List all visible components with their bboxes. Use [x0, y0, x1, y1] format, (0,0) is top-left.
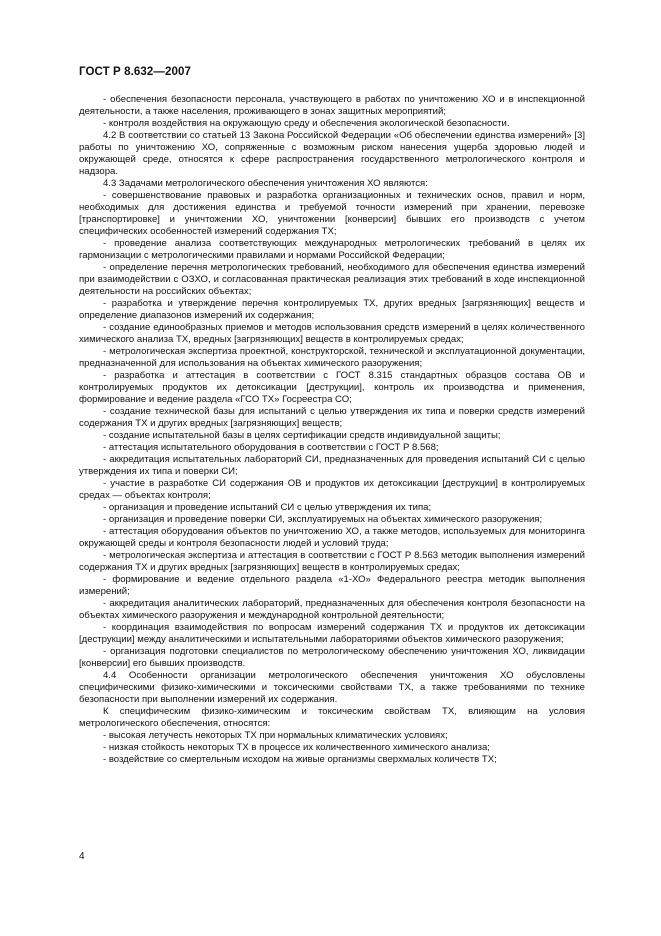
body-text — [79, 94, 585, 766]
paragraph: - участие в разработке СИ содержания ОВ и продуктов их детоксикации [деструкции] в контролируемых средах — объектах контроля; — [79, 478, 585, 501]
paragraph: - создание испытательной базы в целях сертификации средств индивидуальной защиты; — [103, 430, 501, 441]
paragraph: - создание технической базы для испытаний с целью утверждения их типа и поверки средств измерений содержания ТХ и других вредных [загрязняющих] веществ; — [79, 406, 585, 429]
paragraph: - аккредитация аналитических лабораторий, предназначенных для обеспечения контроля безопасности на объектах химического разоружения и международной контрольной деятельности; — [79, 598, 585, 621]
paragraph: - метрологическая экспертиза и аттестация в соответствии с ГОСТ Р 8.563 методик выполнения измерений содержания ТХ и других вредных [загрязняющих] веществ в контролируемых средах; — [79, 550, 585, 573]
paragraph: - аттестация испытательного оборудования в соответствии с ГОСТ Р 8.568; — [103, 442, 439, 453]
paragraph: - обеспечения безопасности персонала, участвующего в работах по уничтожению ХО и в инспекционной деятельности, а также населения, проживающего в зонах защитных мероприятий; — [79, 94, 585, 117]
paragraph: - метрологическая экспертиза проектной, конструкторской, технической и эксплуатационной документации, предназначенной для использования на объектах химического разоружения; — [79, 346, 585, 369]
paragraph: - определение перечня метрологических требований, необходимого для обеспечения единства измерений при взаимодействии с ОЗХО, и согласованная практическая реализация этих требований в ходе инспекционной деятельности на российских объектах; — [79, 262, 585, 297]
paragraph: - совершенствование правовых и разработка организационных и технических основ, правил и норм, необходимых для достижения единства и требуемой точности измерений при хранении, перевозке [транспортировке] и уничтожении ХО, уничтожении [конверсии] бывших его производств с учетом специфических особенностей измерений содержания ТХ; — [79, 190, 585, 237]
paragraph: - низкая стойкость некоторых ТХ в процессе их количественного химического анализа; — [103, 742, 490, 753]
paragraph: - организация и проведение поверки СИ, эксплуатируемых на объектах химического разоружения; — [103, 514, 543, 525]
paragraph: - проведение анализа соответствующих международных метрологических требований в целях их гармонизации с метрологическими правилами и нормами Российской Федерации; — [79, 238, 585, 261]
paragraph: - организация подготовки специалистов по метрологическому обеспечению уничтожения ХО, ликвидации [конверсии] его бывших производств. — [79, 646, 585, 669]
paragraph: - разработка и аттестация в соответствии с ГОСТ 8.315 стандартных образцов состава ОВ и контролируемых продуктов их детоксикации [деструкции], контроль их производства и применения, формирование и ведение раздела «ГСО ТХ» Госреестра СО; — [79, 370, 585, 405]
standard-designation: ГОСТ Р 8.632—2007 — [79, 66, 191, 78]
paragraph: - воздействие со смертельным исходом на живые организмы сверхмалых количеств ТХ; — [103, 754, 497, 765]
paragraph: - создание единообразных приемов и методов использования средств измерений в целях количественного химического анализа ТХ, вредных [загрязняющих] веществ в контролируемых средах; — [79, 322, 585, 345]
paragraph: - организация и проведение испытаний СИ с целью утверждения их типа; — [103, 502, 432, 513]
paragraph: - высокая летучесть некоторых ТХ при нормальных климатических условиях; — [103, 730, 448, 741]
paragraph: - аттестация оборудования объектов по уничтожению ХО, а также методов, используемых для мониторинга окружающей среды и контроля безопасности людей и условий труда; — [79, 526, 585, 549]
paragraph: 4.3 Задачами метрологического обеспечения уничтожения ХО являются: — [103, 178, 428, 189]
paragraph: К специфическим физико-химическим и токсическим свойствам ТХ, влияющим на условия метрологического обеспечения, относятся: — [79, 706, 585, 729]
paragraph: - формирование и ведение отдельного раздела «1-ХО» Федерального реестра методик выполнения измерений; — [79, 574, 585, 597]
paragraph: 4.4 Особенности организации метрологического обеспечения уничтожения ХО обусловлены специфическими физико-химическими и токсическими свойствами ТХ, а также требованиями по технике безопасности при выполнении измерений их содержания. — [79, 670, 585, 705]
paragraph: - координация взаимодействия по вопросам измерений содержания ТХ и продуктов их детоксикации [деструкции] между аналитическими и испытательными лабораториями объектов химического разоружения; — [79, 622, 585, 645]
paragraph: 4.2 В соответствии со статьей 13 Закона Российской Федерации «Об обеспечении единства измерений» [3] работы по уничтожению ХО, сопряженные с возможным риском нанесения ущерба здоровью людей и окружающей среде, относятся к сфере распространения государственного метрологического контроля и надзора. — [79, 130, 585, 177]
paragraph: - аккредитация испытательных лабораторий СИ, предназначенных для проведения испытаний СИ с целью утверждения их типа и поверки СИ; — [79, 454, 585, 477]
paragraph: - разработка и утверждение перечня контролируемых ТХ, других вредных [загрязняющих] веществ и определение диапазонов измерений их содержания; — [79, 298, 585, 321]
paragraph: - контроля воздействия на окружающую среду и обеспечения экологической безопасности. — [103, 118, 510, 129]
page-number: 4 — [79, 851, 85, 862]
